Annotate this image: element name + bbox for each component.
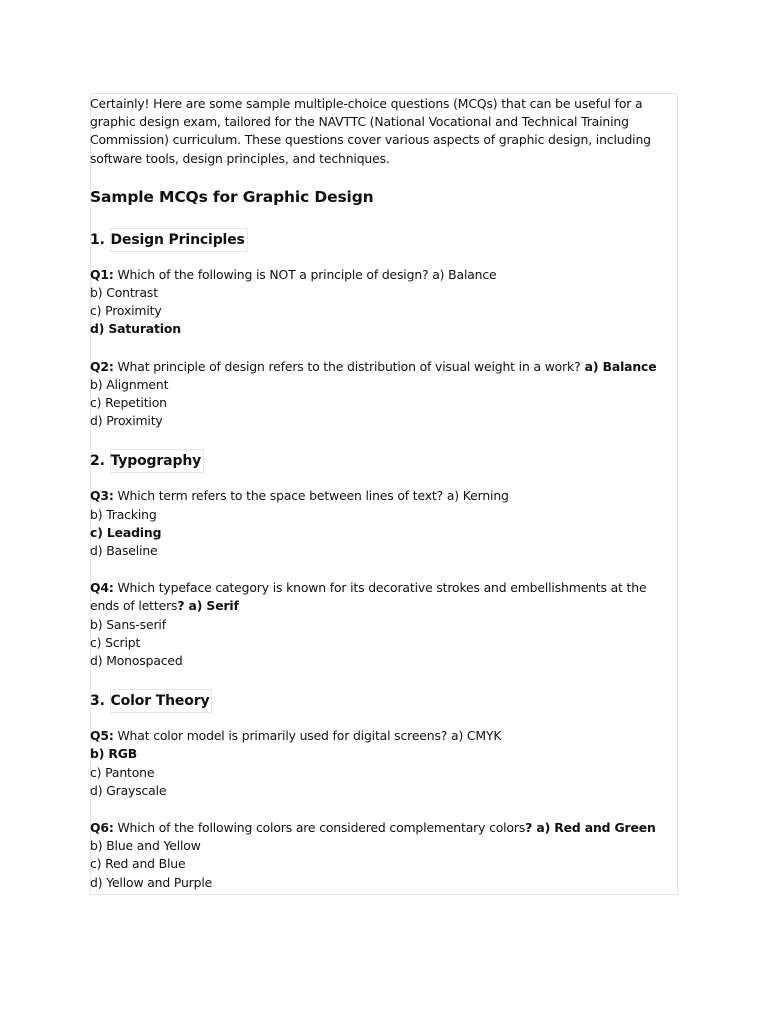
correct-answer-option: b) RGB	[90, 746, 138, 762]
document-body	[90, 95, 678, 911]
question-text: Which of the following is NOT a principle of design?	[113, 266, 429, 282]
question-text: Which of the following colors are considered complementary colors	[113, 820, 526, 836]
correct-answer-option: a) Red and Green	[536, 820, 656, 836]
answer-option: b) Blue and Yellow	[90, 838, 201, 854]
section-heading	[90, 689, 678, 713]
answer-option: a) CMYK	[447, 728, 502, 744]
question-line	[90, 487, 678, 505]
answer-option: b) Sans-serif	[90, 616, 166, 632]
answer-option: d) Grayscale	[90, 782, 167, 798]
answer-option: a) Balance	[428, 266, 497, 282]
question-label: Q2:	[90, 358, 114, 374]
question-block	[90, 727, 678, 800]
sections-container	[90, 228, 678, 892]
question-text: Which term refers to the space between lines of text?	[113, 488, 444, 504]
answer-option: d) Proximity	[90, 413, 163, 429]
answer-option: c) Red and Blue	[90, 856, 186, 872]
answer-option: b) Alignment	[90, 376, 169, 392]
question-label: Q4:	[90, 580, 114, 596]
answer-option: d) Monospaced	[90, 653, 183, 669]
question-label: Q6:	[90, 820, 114, 836]
question-text: Which typeface category is known for its decorative strokes and embellishments at the ends of letters	[90, 580, 647, 614]
question-label: Q1:	[90, 266, 114, 282]
section-heading-text: Design Principles	[110, 228, 248, 252]
correct-answer-option: a) Serif	[188, 598, 239, 614]
answer-option: c) Proximity	[90, 303, 162, 319]
section-heading-text: Color Theory	[110, 689, 213, 713]
question-block	[90, 487, 678, 560]
correct-answer-option: c) Leading	[90, 524, 162, 540]
answer-option: c) Repetition	[90, 395, 167, 411]
question-line	[90, 266, 678, 284]
question-line	[90, 819, 678, 837]
question-connector: ?	[525, 820, 537, 836]
section-heading	[90, 449, 678, 473]
question-block	[90, 358, 678, 431]
question-label: Q3:	[90, 488, 114, 504]
question-text: What principle of design refers to the distribution of visual weight in a work?	[113, 358, 581, 374]
question-line	[90, 579, 678, 615]
section-number: 3.	[90, 693, 105, 710]
answer-option: d) Yellow and Purple	[90, 874, 213, 890]
correct-answer-option: d) Saturation	[90, 321, 181, 337]
question-block	[90, 579, 678, 670]
section-heading-text: Typography	[110, 449, 205, 473]
section-heading	[90, 228, 678, 252]
answer-option: d) Baseline	[90, 543, 158, 559]
section-number: 2.	[90, 453, 105, 470]
section-number: 1.	[90, 231, 105, 248]
question-line	[90, 358, 678, 376]
answer-option: c) Pantone	[90, 764, 155, 780]
question-block	[90, 819, 678, 892]
answer-option: a) Kerning	[443, 488, 509, 504]
question-text: What color model is primarily used for digital screens?	[113, 728, 448, 744]
question-label: Q5:	[90, 728, 114, 744]
correct-answer-option: a) Balance	[580, 358, 657, 374]
intro-paragraph: Certainly! Here are some sample multiple-choice questions (MCQs) that can be useful for a graphic design exam, tailored for the NAVTTC (National Vocational and Technical Training Commission) curriculum. These questions cover various aspects of graphic design, including software tools, design principles, and techniques.	[90, 96, 651, 166]
question-line	[90, 727, 678, 745]
answer-option: c) Script	[90, 634, 141, 650]
answer-option: b) Tracking	[90, 506, 157, 522]
document-title: Sample MCQs for Graphic Design	[90, 187, 374, 206]
answer-option: b) Contrast	[90, 285, 158, 301]
question-connector: ?	[177, 598, 189, 614]
question-block	[90, 266, 678, 339]
